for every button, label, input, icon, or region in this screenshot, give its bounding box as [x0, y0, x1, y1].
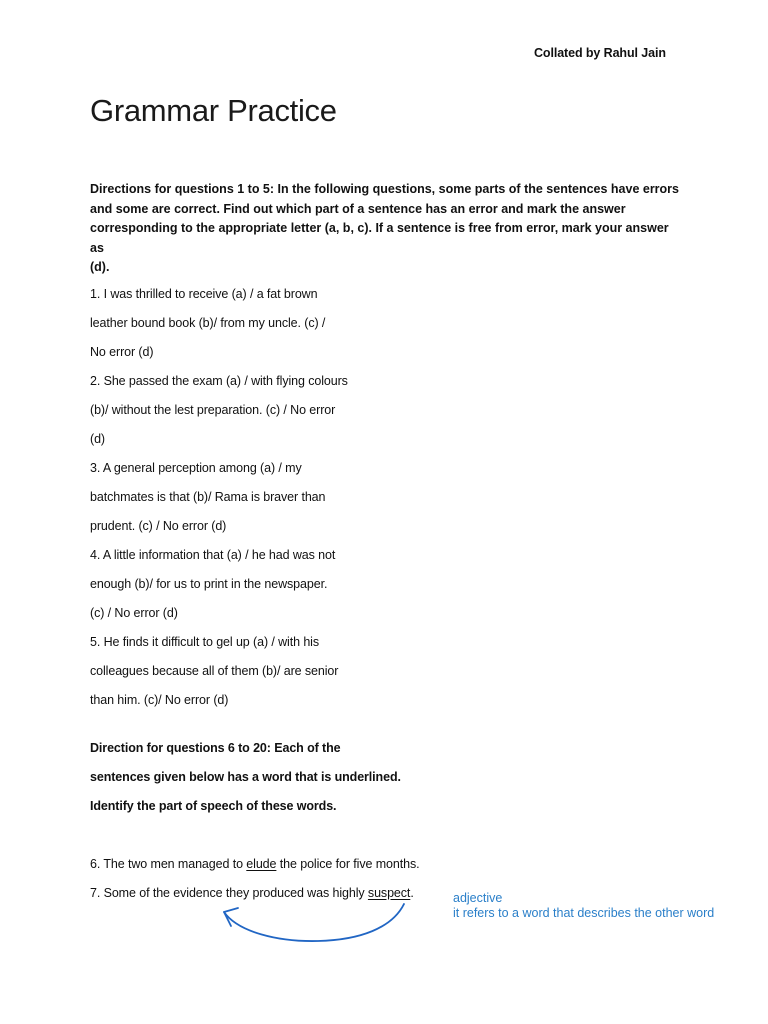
directions-q6-20-line: sentences given below has a word that is underlined. — [90, 770, 401, 784]
directions-line: Directions for questions 1 to 5: In the following questions, some parts of the sentences have errors — [90, 182, 680, 196]
question-line: No error (d) — [90, 345, 154, 359]
directions-line: and some are correct. Find out which part of a sentence has an error and mark the answer — [90, 201, 626, 216]
directions-q6-20-line: Direction for questions 6 to 20: Each of the — [90, 741, 341, 755]
question-line: batchmates is that (b)/ Rama is braver than — [90, 490, 326, 504]
underlined-word-suspect: suspect — [367, 886, 411, 900]
question-line: prudent. (c) / No error (d) — [90, 519, 227, 533]
arrow-curve — [224, 904, 404, 941]
directions-q6-20-line: Identify the part of speech of these words. — [90, 799, 337, 813]
question-6 — [90, 857, 420, 871]
question-line: (d) — [90, 432, 105, 446]
directions-q1-5 — [90, 180, 680, 278]
question-line: 2. She passed the exam (a) / with flying colours — [90, 374, 348, 388]
question-line: (b)/ without the lest preparation. (c) / No error — [90, 403, 336, 417]
question-6-after: the police for five months. — [276, 857, 420, 871]
question-line: enough (b)/ for us to print in the newspaper. — [90, 577, 328, 591]
arrow-head — [224, 908, 238, 926]
question-line: 3. A general perception among (a) / my — [90, 461, 302, 475]
question-line: (c) / No error (d) — [90, 606, 178, 620]
directions-line: corresponding to the appropriate letter (a, b, c). If a sentence is free from error, mark your answer as — [90, 221, 669, 255]
annotation-word: adjective — [453, 891, 503, 905]
page-title: Grammar Practice — [90, 93, 337, 128]
collated-by-text: Collated by Rahul Jain — [534, 46, 666, 60]
question-line: leather bound book (b)/ from my uncle. (c) / — [90, 316, 326, 330]
question-line: 5. He finds it difficult to gel up (a) / with his — [90, 635, 320, 649]
question-6-before: 6. The two men managed to — [90, 857, 247, 871]
question-7-after: . — [410, 886, 414, 900]
question-7-before: 7. Some of the evidence they produced was highly — [90, 886, 368, 900]
question-line: 4. A little information that (a) / he had was not — [90, 548, 336, 562]
question-line: colleagues because all of them (b)/ are senior — [90, 664, 339, 678]
question-7 — [90, 886, 414, 900]
question-line: than him. (c)/ No error (d) — [90, 693, 229, 707]
directions-line: (d). — [90, 260, 110, 274]
annotation-explanation: it refers to a word that describes the other word — [453, 906, 715, 920]
underlined-word-elude: elude — [246, 857, 277, 871]
question-line: 1. I was thrilled to receive (a) / a fat brown — [90, 287, 318, 301]
